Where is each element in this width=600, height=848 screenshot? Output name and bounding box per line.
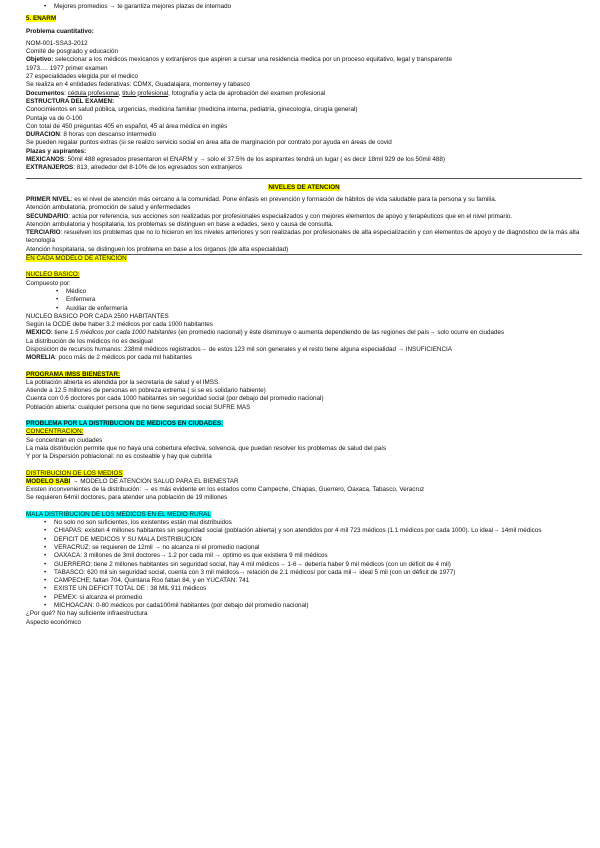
list-item: • No solo no son suficientes, los existentes están mal distribuidos [26,519,582,527]
text-line: Se concentran en ciudades [26,436,103,444]
text-line [26,56,582,64]
text-line: La distribución de los médicos no es desigual [26,337,153,345]
text-line: Atiende a 12.5 millones de personas en pobreza extrema ( si se es solidario habiente) [26,387,266,395]
divider [26,178,582,179]
text-line: Y por la Dispersión poblacional: no es costeable y hay que cubrirla [26,453,212,461]
text-line [26,156,582,164]
text: : actúa por referencia, sus acciones son realizadas por profesionales especializados y con mejores elementos de apoyo y terapéuticos que en el nivel primario. [68,212,513,220]
subheading: Problema cuantitativo: [26,27,94,35]
text-line: Según la OCDE debe haber 3.2 médicos por cada 1000 habitantes [26,321,213,329]
list-item: • Auxiliar de enfermería [26,305,582,313]
list-item: • EXISTE UN DEFICIT TOTAL DE : 38 MIL 911 médicos [26,585,582,593]
text-line [26,131,582,139]
text: : tiene [50,329,70,337]
list-item: • DEFICIT DE MEDICOS Y SU MALA DISTRIBUCION [26,536,582,544]
subheading: ESTRUCTURA DEL EXAMEN: [26,97,115,105]
list-item: • Enfermera [26,296,582,304]
text-line: La población abierta es atendida por la secretaria de salud y el IMSS. [26,378,220,386]
text-line: Se requieren 64mil doctores, para atender una población de 19 millones [26,494,228,502]
text-line: Aspecto económico [26,618,81,626]
text: , [118,89,123,97]
text-line [26,354,582,362]
list-item: • Médico [26,288,582,296]
list-item: • OAXACA: 3 millones de 3mil doctores→ 1.2 por cada mil → optimo es que existiera 9 mil médicos [26,552,582,560]
label: MÉXICO [26,329,51,337]
text-line [26,90,582,98]
text-line: Existen inconvenientes de la distribución: → es más evidente en los estados como Campeche, Chiapas, Guerrero, Oaxaca, Tabasco, Veracruz [26,486,425,494]
list-item: • CAMPECHE: faltan 704, Quintana Roo faltan 84, y en YUCATAN: 741 [26,577,582,585]
text-line: Se realiza en 4 entidades federativas: CDMX, Guadalajara, monterrey y tabasco [26,81,251,89]
list-item: • PEMEX: si alcanza el promedio [26,594,582,602]
text: : es el nivel de atención más cercano a la comunidad. Pone énfasis en prevención y formación de hábitos de vida saludable para la persona y su familia. [70,195,497,203]
text: : 8 horas con descanso intermedio [59,131,157,139]
label: TERCIARIO [26,229,61,237]
label: MORELIA [26,354,56,362]
list-item: • TABASCO: 620 mil sin seguridad social, cuenta con 3 mil médicos→ relación de 2.1 médicos/ por cada mil→ ideal 5 mil (con un déficit de 1977) [26,569,582,577]
text-line [26,164,582,172]
text-line: Atención hospitalaria, se distinguen los problema en base a los órganos (de alta especialidad) [26,246,582,255]
subheading: Plazas y aspirantes: [26,147,87,155]
highlight-line: EN CADA MODELO DE ATENCION [26,255,127,263]
section-heading-rural: MALA DISTRIBUCION DE LOS MEDICOS EN EL MEDIO RURAL [26,510,211,518]
section-heading-distribucion: DISTRIBUCION DE LOS MEDIOS [26,469,123,477]
text: , fotografía y acta de aprobación del examen profesional [168,89,326,97]
text: titulo profesional [122,89,169,97]
subheading: CONCENTRACION: [26,428,84,436]
list-item: • MICHOACAN: 0-80 médicos por cada100mil habitantes (por debajo del promedio nacional) [26,602,582,610]
list-item: • Mejores promedios → te garantiza mejores plazas de internado [26,3,582,11]
text-line: Población abierta: cualquier persona que no tiene seguridad social SUFRE MÁS [26,403,251,411]
label: Documentos [26,89,65,97]
label: MODELO SABI [26,477,71,485]
text: seleccionar a los médicos mexicanos y extranjeros que aspiren a cursar una residencia medica por un proceso equitativo, legal y transparente [53,56,452,64]
text-line [26,213,582,221]
text-line [26,329,582,337]
text: : resuelven los problemas que no lo hicieron en los niveles anteriores y son realizadas por profesionales de alta especialización y con elementos de apoyo y de diagnóstico de la más alta tecnología [26,229,580,245]
label: PRIMER NIVEL [26,195,71,203]
text: : 50mil 488 egresados presentaron el ENARM y → solo el 37.5% de los aspirantes tendrá un lugar ( es decir 18mil 929 de los 50mil 488) [64,156,445,164]
label: EXTRANJEROS [26,164,74,172]
text: cédula profesional [67,89,119,97]
list-item: • CHIAPAS: existen 4 millones habitantes sin seguridad social (población abierta) y son atendidos por 4 mil 723 médicos (1.1 médicos por cada 1000). Lo ideal→ 14mil médicos [26,527,582,535]
text-paragraph [26,229,582,246]
text-line: NUCLEO BASICO POR CADA 2500 HABITANTES [26,312,169,320]
text-line: Disposición de recursos humanos: 238mil médicos registrados→ de estos 123 mil son generales y el resto tiene alguna especialidad → INSUFICIENCIA [26,345,452,353]
text-line [26,478,582,486]
text-line: Puntaje va de 0-100 [26,114,83,122]
text: : 813, alrededor del 8-10% de los egresados son extranjeros [73,164,242,172]
text-line: ¿Por qué? No hay suficiente infraestructura [26,610,148,618]
list-item: • VERACRUZ: se requieren de 12mil → no alcanza ni el promedio nacional [26,544,582,552]
label: Objetivo: [26,56,54,64]
text: (en promedio nacional) y éste disminuye o aumenta dependiendo de las regiones del país→ solo ocurre en ciudades [176,329,505,337]
text-line: NOM-001-SSA3-2012 [26,39,88,47]
text-line: Compuesto por: [26,279,71,287]
section-title-niveles: NIVELES DE ATENCIÓN [268,183,340,191]
text: : [64,89,68,97]
text: : poco más de 2 médicos por cada mil habitantes [55,354,192,362]
section-heading-nucleo: NUCLEO BASICO: [26,271,80,279]
text-line: Con total de 450 preguntas 405 en español, 45 al área médica en inglés [26,122,228,130]
text-line: Cuenta con 0.6 doctores por cada 1000 habitantes sin seguridad social (por debajo del promedio nacional) [26,395,324,403]
text-line: Atención ambulatoria y hospitalaria, los problemas se distinguen en base a edades, sexo y causa de consulta. [26,220,334,228]
label: SECUNDARIO [26,212,69,220]
text: 1.5 médicos por cada 1000 habitantes [69,329,177,337]
text-line: 27 especialidades elegida por el medico [26,73,139,81]
label: DURACION [26,131,60,139]
text-line: 1973…. 1977 primer examen [26,64,108,72]
text-line: Conocimientos en salud pública, urgencias, medicina familiar (medicina interna, pediatría, ginecología, cirugía general) [26,106,358,114]
section-heading-enarm: 5. ENARM [26,15,57,23]
text-line [26,196,582,204]
text-line: Se pueden regalar puntos extras (si se realizo servicio social en área alta de marginación por contrato por ayuda en áreas de covid [26,139,392,147]
section-heading-imss: PROGRAMA IMSS BIENESTAR: [26,370,121,378]
list-item: • GUERRERO: tiene 2 millones habitantes sin seguridad social, hay 4 mil médicos→ 1-6→ debería haber 9 mil médicos (con un déficit de 4 mil) [26,561,582,569]
text: → MODELO DE ATENCION SALUD PARA EL BIENESTAR [70,477,239,485]
label: MEXICANOS [26,156,65,164]
text-line: La mala distribución permite que no haya una cobertura efectiva, solvencia, que puedan resolver los problemas de salud del país [26,444,387,452]
text-line: Atención ambulatoria, promoción de salud y enfermedades [26,204,191,212]
text-line: Comité de posgrado y educación [26,48,119,56]
section-heading-problema: PROBLEMA POR LA DISTRIBUCION DE MEDICOS EN CIUDADES: [26,420,224,428]
